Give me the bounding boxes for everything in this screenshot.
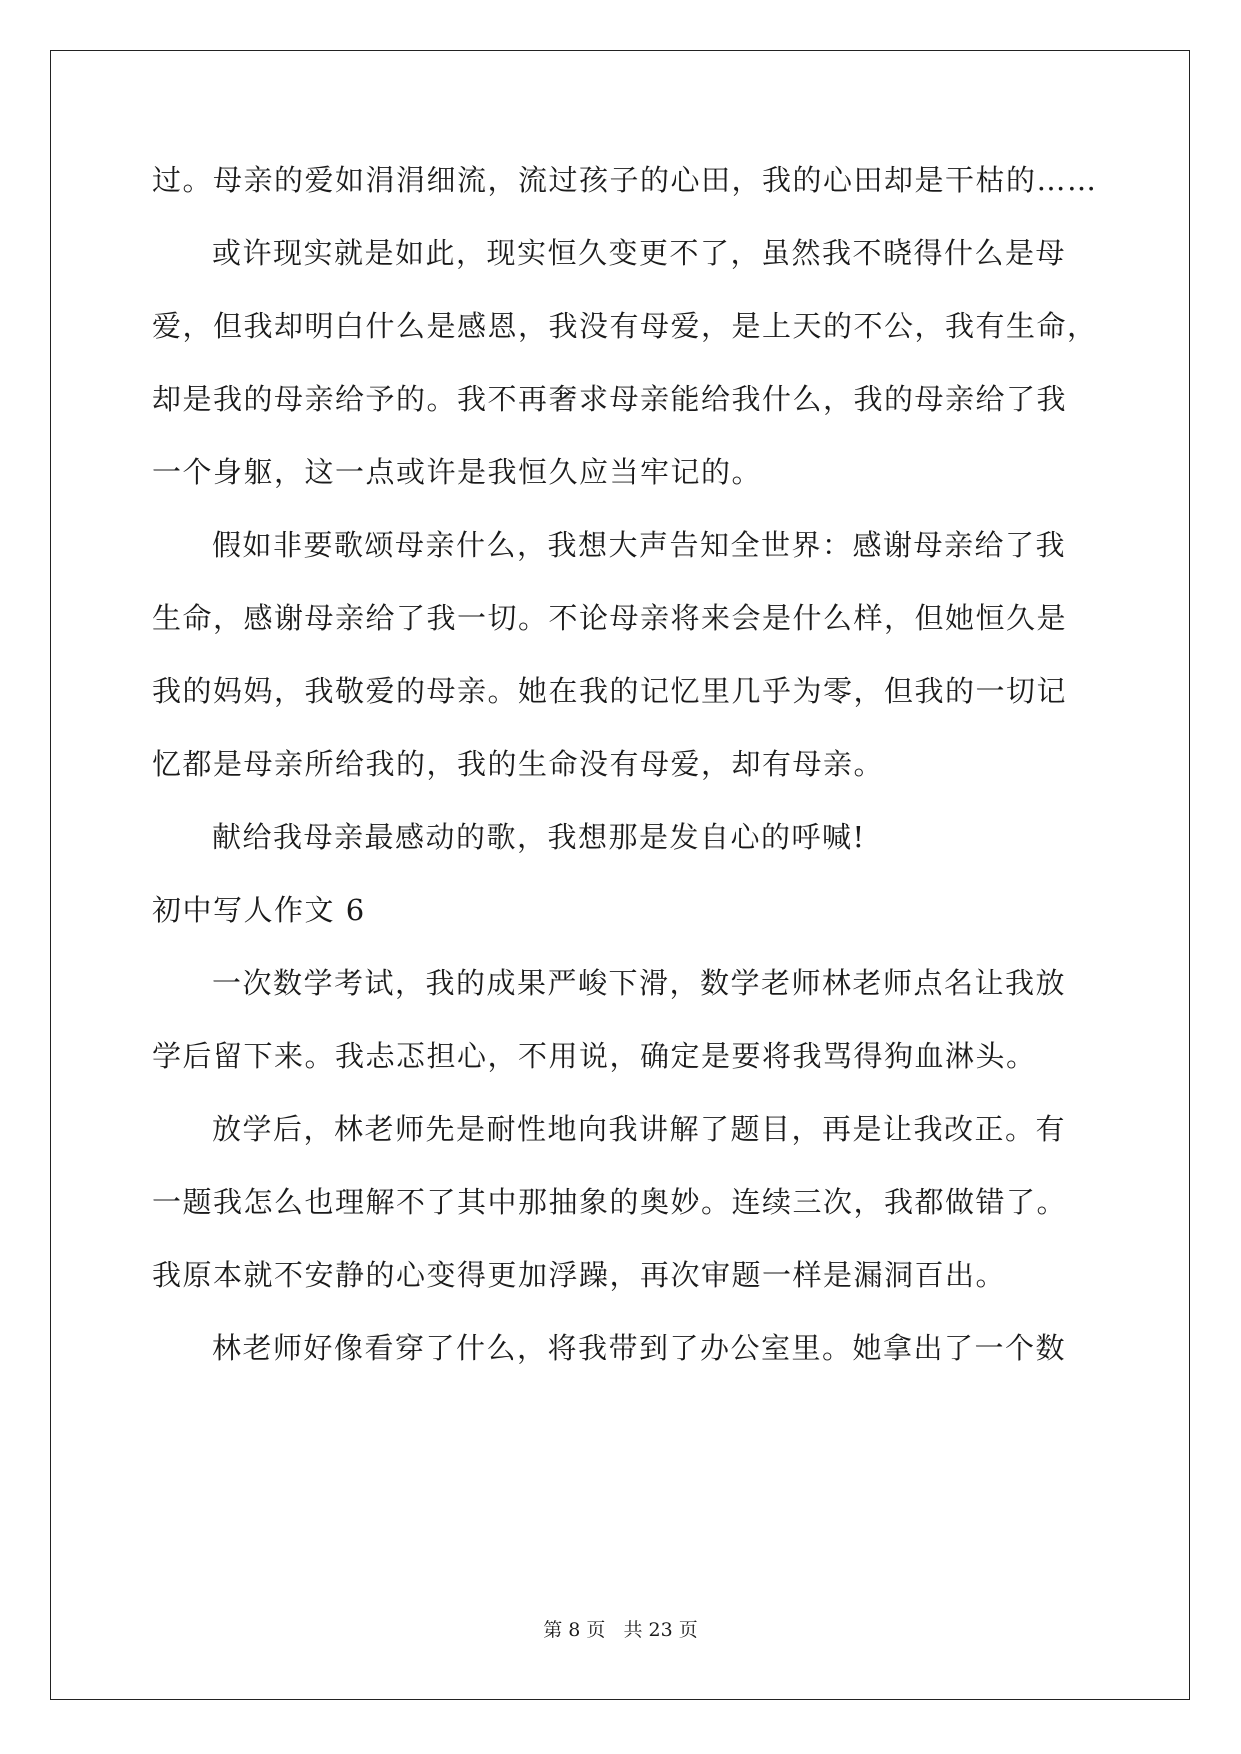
paragraph-first-line: 放学后，林老师先是耐性地向我讲解了题目，再是让我改正。有	[212, 1112, 1067, 1146]
text-line: 生命，感谢母亲给了我一切。不论母亲将来会是什么样，但她恒久是	[152, 601, 1068, 635]
page-total: 共 23 页	[623, 1619, 698, 1641]
text-line: 我原本就不安静的心变得更加浮躁，再次审题一样是漏洞百出。	[152, 1258, 1007, 1292]
paragraph-first-line: 或许现实就是如此，现实恒久变更不了，虽然我不晓得什么是母	[212, 236, 1067, 270]
page-number: 第 8 页	[543, 1619, 606, 1641]
paragraph-first-line: 一次数学考试，我的成果严峻下滑，数学老师林老师点名让我放	[212, 966, 1067, 1000]
text-line: 一个身躯，这一点或许是我恒久应当牢记的。	[152, 455, 763, 489]
text-line: 爱，但我却明白什么是感恩，我没有母爱，是上天的不公，我有生命，	[152, 309, 1098, 343]
paragraph-first-line: 假如非要歌颂母亲什么，我想大声告知全世界：感谢母亲给了我	[212, 528, 1067, 562]
page-border	[50, 50, 1190, 1700]
text-line: 过。母亲的爱如涓涓细流，流过孩子的心田，我的心田却是干枯的……	[152, 163, 1098, 197]
text-line: 忆都是母亲所给我的，我的生命没有母爱，却有母亲。	[152, 747, 885, 781]
paragraph-first-line: 献给我母亲最感动的歌，我想那是发自心的呼喊!	[212, 820, 866, 854]
text-line: 却是我的母亲给予的。我不再奢求母亲能给我什么，我的母亲给了我	[152, 382, 1068, 416]
page-footer	[0, 1618, 1241, 1642]
text-line: 一题我怎么也理解不了其中那抽象的奥妙。连续三次，我都做错了。	[152, 1185, 1068, 1219]
paragraph-first-line: 林老师好像看穿了什么，将我带到了办公室里。她拿出了一个数	[212, 1331, 1067, 1365]
section-heading: 初中写人作文 6	[152, 893, 366, 927]
text-line: 学后留下来。我忐忑担心，不用说，确定是要将我骂得狗血淋头。	[152, 1039, 1037, 1073]
text-line: 我的妈妈，我敬爱的母亲。她在我的记忆里几乎为零，但我的一切记	[152, 674, 1068, 708]
